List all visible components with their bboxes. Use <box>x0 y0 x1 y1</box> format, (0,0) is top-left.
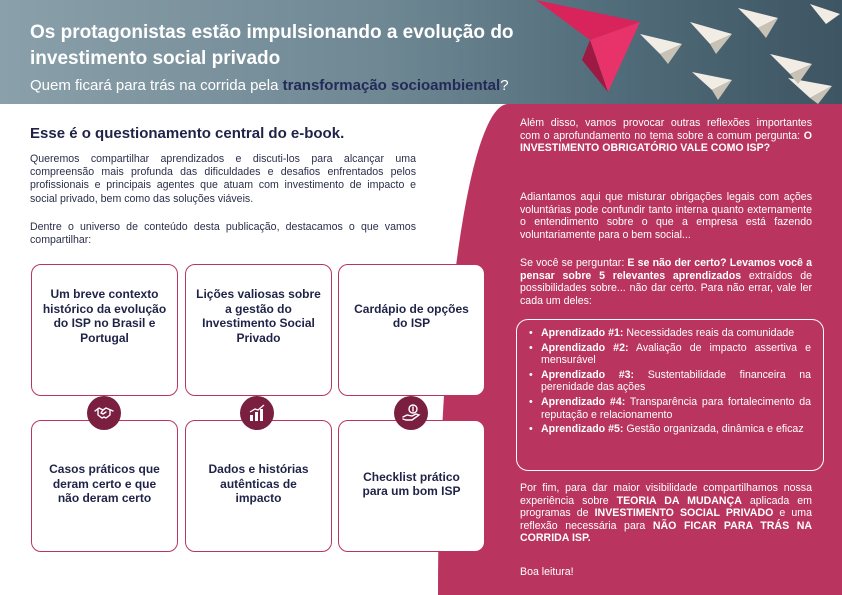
intro-paragraph: Queremos compartilhar aprendizados e discuti-los para alcançar uma compreensão mais profunda das dificuldades e desafios enfrentados pelos profissionais e principais agentes que atuam com investimento de impacto e social privado, bem como das soluções viáveis. <box>30 153 416 205</box>
card-label: Casos práticos que deram certo e que não deram certo <box>49 462 160 506</box>
topic-card-history <box>31 264 178 396</box>
learning-label: Aprendizado #4: <box>541 395 626 408</box>
bold-run: NÃO FICAR PARA TRÁS NA CORRIDA ISP. <box>520 519 813 545</box>
right-paragraph-2: Adiantamos aqui que misturar obrigações legais com ações voluntárias pode confundir tanto interna quanto externamente o entendimento sobre o que a empresa está fazendo voluntariamente para o bem social... <box>520 191 812 241</box>
card-label: Cardápio de opções do ISP <box>354 301 469 330</box>
learning-text: Transparência para fortalecimento da reputação e relacionamento <box>541 395 811 421</box>
text-run: aplicada em programas de <box>520 494 812 520</box>
learning-label: Aprendizado #3: <box>541 368 635 381</box>
text-run: Além disso, vamos provocar outras reflexões importantes com o aprofundamento no tema sobre a comum pergunta: <box>520 117 812 142</box>
right-paragraph-1 <box>520 117 812 155</box>
subtitle-text: Quem ficará para trás na corrida pela <box>30 77 283 94</box>
right-paragraph-4 <box>520 482 812 545</box>
learning-text: Gestão organizada, dinâmica e eficaz <box>623 423 804 436</box>
learning-label: Aprendizado #5: <box>541 423 624 436</box>
paper-planes-illustration <box>520 0 842 104</box>
card-label: Dados e histórias autênticas de impacto <box>208 462 309 506</box>
text-run: e uma reflexão necessária para <box>520 507 813 532</box>
bold-run: INVESTIMENTO SOCIAL PRIVADO <box>594 507 774 520</box>
red-paper-plane-icon <box>536 0 640 92</box>
list-item <box>529 342 811 367</box>
closing-text: Boa leitura! <box>520 566 574 578</box>
bold-run: E se não der certo? Levamos você a pensar sobre 5 relevantes aprendizados <box>520 257 812 282</box>
text-run: extraídos de possibilidades sobre... não dar certo. Para não errar, vale ler cada um deles: <box>520 269 812 307</box>
learnings-list <box>529 327 811 436</box>
learning-text: Sustentabilidade financeira na perenidade das ações <box>541 368 811 394</box>
topic-card-cases <box>31 420 178 552</box>
list-item <box>529 396 811 421</box>
right-paragraph-3 <box>520 257 812 307</box>
learning-label: Aprendizado #1: <box>541 327 624 339</box>
topic-card-options <box>338 264 485 396</box>
topic-card-checklist <box>338 420 485 552</box>
section-heading: Esse é o questionamento central do e-book. <box>30 125 345 142</box>
page-title: Os protagonistas estão impulsionando a evolução do investimento social privado <box>30 22 514 69</box>
subtitle-end: ? <box>500 77 509 94</box>
bold-run: TEORIA DA MUDANÇA <box>616 494 742 507</box>
question-bold: O INVESTIMENTO OBRIGATÓRIO VALE COMO ISP? <box>520 129 812 155</box>
learnings-box <box>516 319 824 471</box>
text-run: Se você se perguntar: <box>520 257 628 269</box>
content-paragraph: Dentre o universo de conteúdo desta publicação, destacamos o que vamos compartilhar: <box>30 221 416 247</box>
header-banner <box>0 0 842 104</box>
handshake-icon <box>87 396 121 430</box>
list-item <box>529 423 811 436</box>
card-label: Um breve contexto histórico da evolução do ISP no Brasil e Portugal <box>42 287 167 345</box>
subtitle-highlight: transformação socioambiental <box>282 77 501 94</box>
card-label: Checklist prático para um bom ISP <box>362 469 461 498</box>
hand-coin-icon <box>394 396 428 430</box>
list-item <box>529 327 811 340</box>
card-label: Lições valiosas sobre a gestão do Investimento Social Privado <box>196 287 321 345</box>
page-subtitle <box>30 77 509 94</box>
learning-text: Necessidades reais da comunidade <box>623 327 795 339</box>
text-run: Por fim, para dar maior visibilidade compartilhamos nossa experiência sobre <box>520 482 812 507</box>
topic-card-lessons <box>185 264 332 396</box>
learning-text: Avaliação de impacto assertiva e mensurável <box>541 341 811 367</box>
topic-card-data <box>185 420 332 552</box>
bar-chart-icon <box>240 396 274 430</box>
learning-label: Aprendizado #2: <box>541 341 629 354</box>
list-item <box>529 369 811 394</box>
